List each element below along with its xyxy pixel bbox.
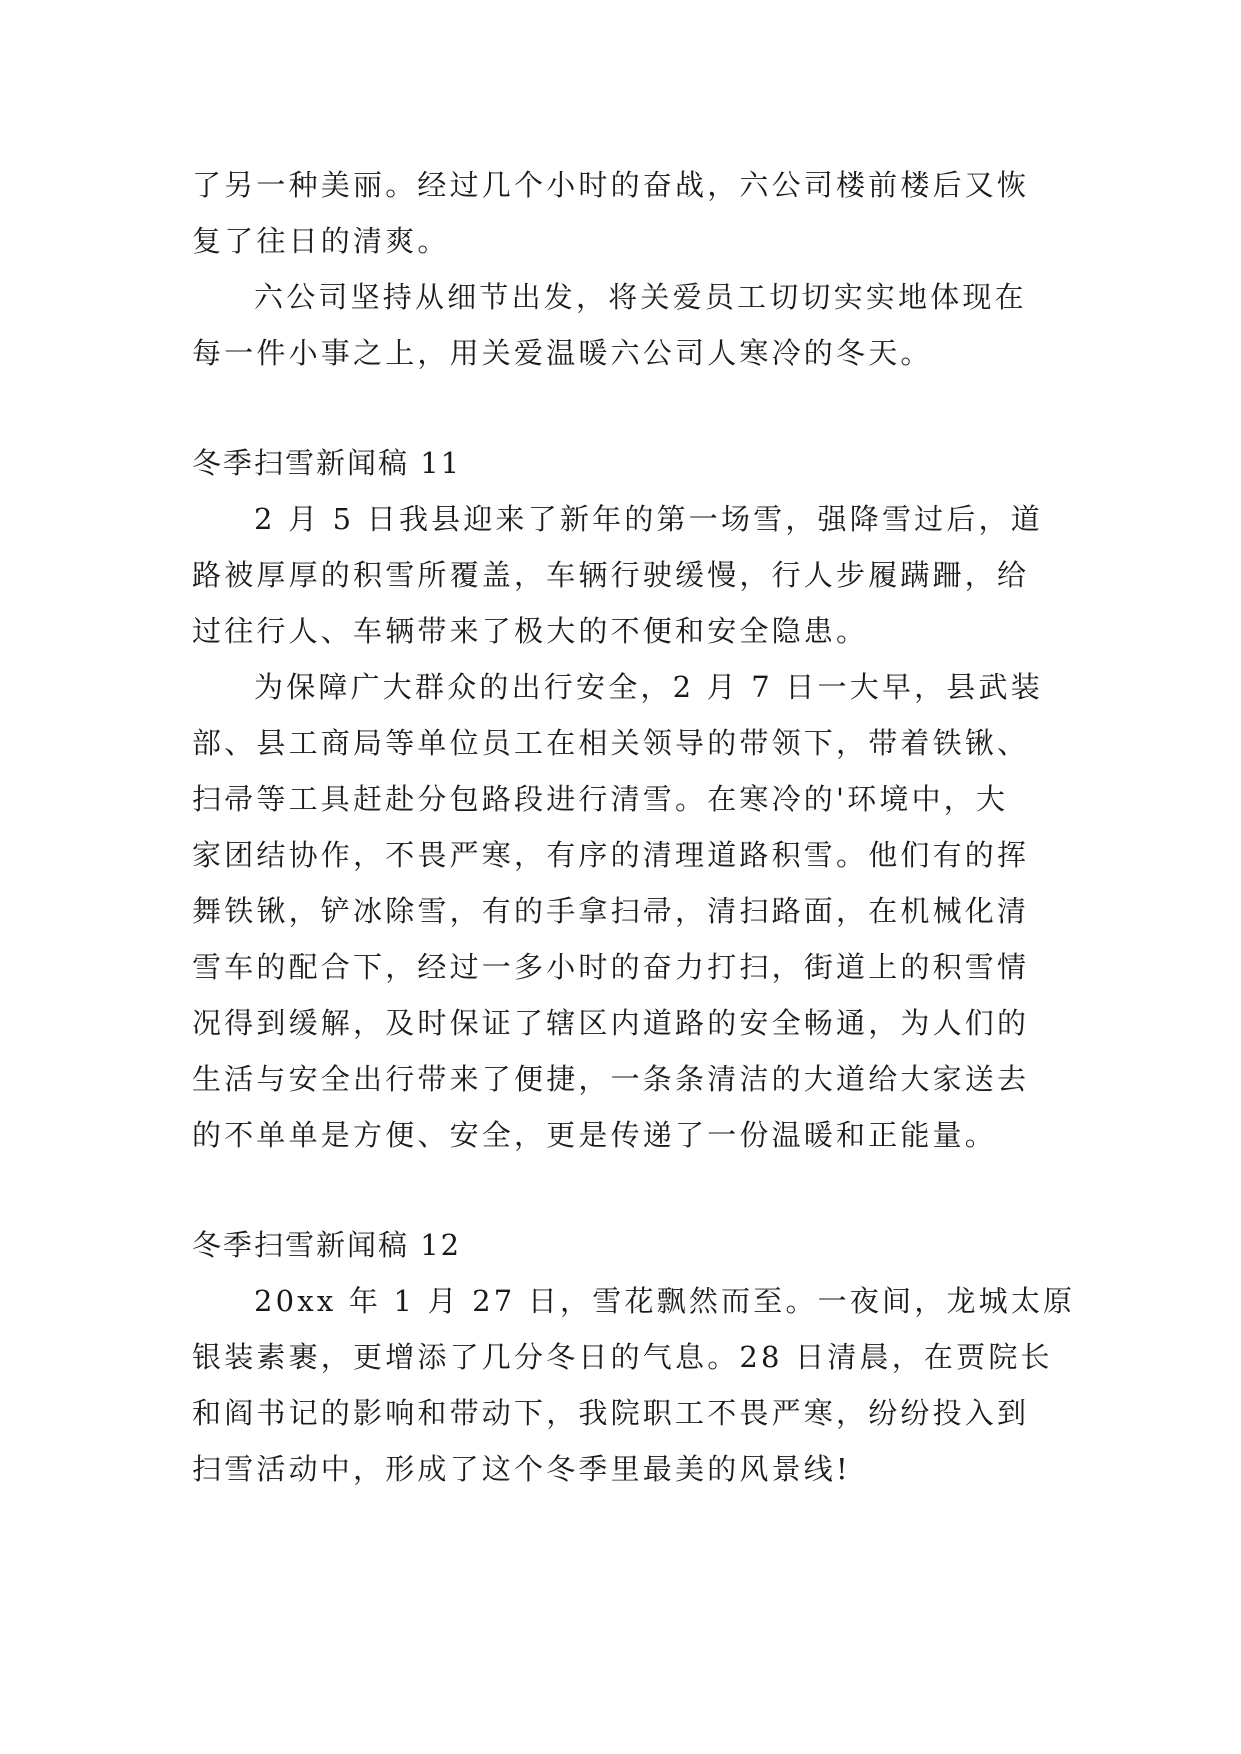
text-line: 银装素裹，更增添了几分冬日的气息。28 日清晨，在贾院长 <box>192 1340 1053 1374</box>
text-line: 生活与安全出行带来了便捷，一条条清洁的大道给大家送去 <box>192 1062 1030 1096</box>
text-line: 每一件小事之上，用关爱温暖六公司人寒冷的冬天。 <box>192 336 933 370</box>
text-line: 2 月 5 日我县迎来了新年的第一场雪，强降雪过后，道 <box>254 502 1043 536</box>
text-line: 和阎书记的影响和带动下，我院职工不畏严寒，纷纷投入到 <box>192 1396 1030 1430</box>
section-title: 冬季扫雪新闻稿 11 <box>192 446 462 480</box>
section-title: 冬季扫雪新闻稿 12 <box>192 1228 462 1262</box>
text-line: 了另一种美丽。经过几个小时的奋战，六公司楼前楼后又恢 <box>192 168 1030 202</box>
intro-paragraph-2 <box>192 269 1052 381</box>
section-11 <box>192 435 1052 1163</box>
section-12-paragraph-1 <box>192 1273 1076 1497</box>
section-11-paragraph-1 <box>192 491 1052 659</box>
text-line: 舞铁锹，铲冰除雪，有的手拿扫帚，清扫路面，在机械化清 <box>192 894 1030 928</box>
text-line: 20xx 年 1 月 27 日，雪花飘然而至。一夜间，龙城太原 <box>254 1284 1076 1318</box>
section-spacer <box>192 381 1052 435</box>
text-line: 部、县工商局等单位员工在相关领导的带领下，带着铁锹、 <box>192 726 1030 760</box>
text-line: 复了往日的清爽。 <box>192 224 450 258</box>
text-line: 的不单单是方便、安全，更是传递了一份温暖和正能量。 <box>192 1118 998 1152</box>
text-line: 况得到缓解，及时保证了辖区内道路的安全畅通，为人们的 <box>192 1006 1030 1040</box>
text-line: 雪车的配合下，经过一多小时的奋力打扫，街道上的积雪情 <box>192 950 1030 984</box>
section-spacer <box>192 1163 1052 1217</box>
text-line: 六公司坚持从细节出发，将关爱员工切切实实地体现在 <box>254 280 1027 314</box>
section-11-paragraph-2 <box>192 659 1052 1163</box>
intro-paragraph-1 <box>192 157 1052 269</box>
text-line: 路被厚厚的积雪所覆盖，车辆行驶缓慢，行人步履蹒跚，给 <box>192 558 1030 592</box>
text-line: 为保障广大群众的出行安全，2 月 7 日一大早，县武装 <box>254 670 1043 704</box>
text-line: 扫雪活动中，形成了这个冬季里最美的风景线! <box>192 1452 851 1486</box>
section-12 <box>192 1217 1076 1497</box>
text-line: 过往行人、车辆带来了极大的不便和安全隐患。 <box>192 614 869 648</box>
text-line: 家团结协作，不畏严寒，有序的清理道路积雪。他们有的挥 <box>192 838 1030 872</box>
text-line: 扫帚等工具赶赴分包路段进行清雪。在寒冷的'环境中，大 <box>192 782 1009 816</box>
document-body <box>192 157 1076 1497</box>
